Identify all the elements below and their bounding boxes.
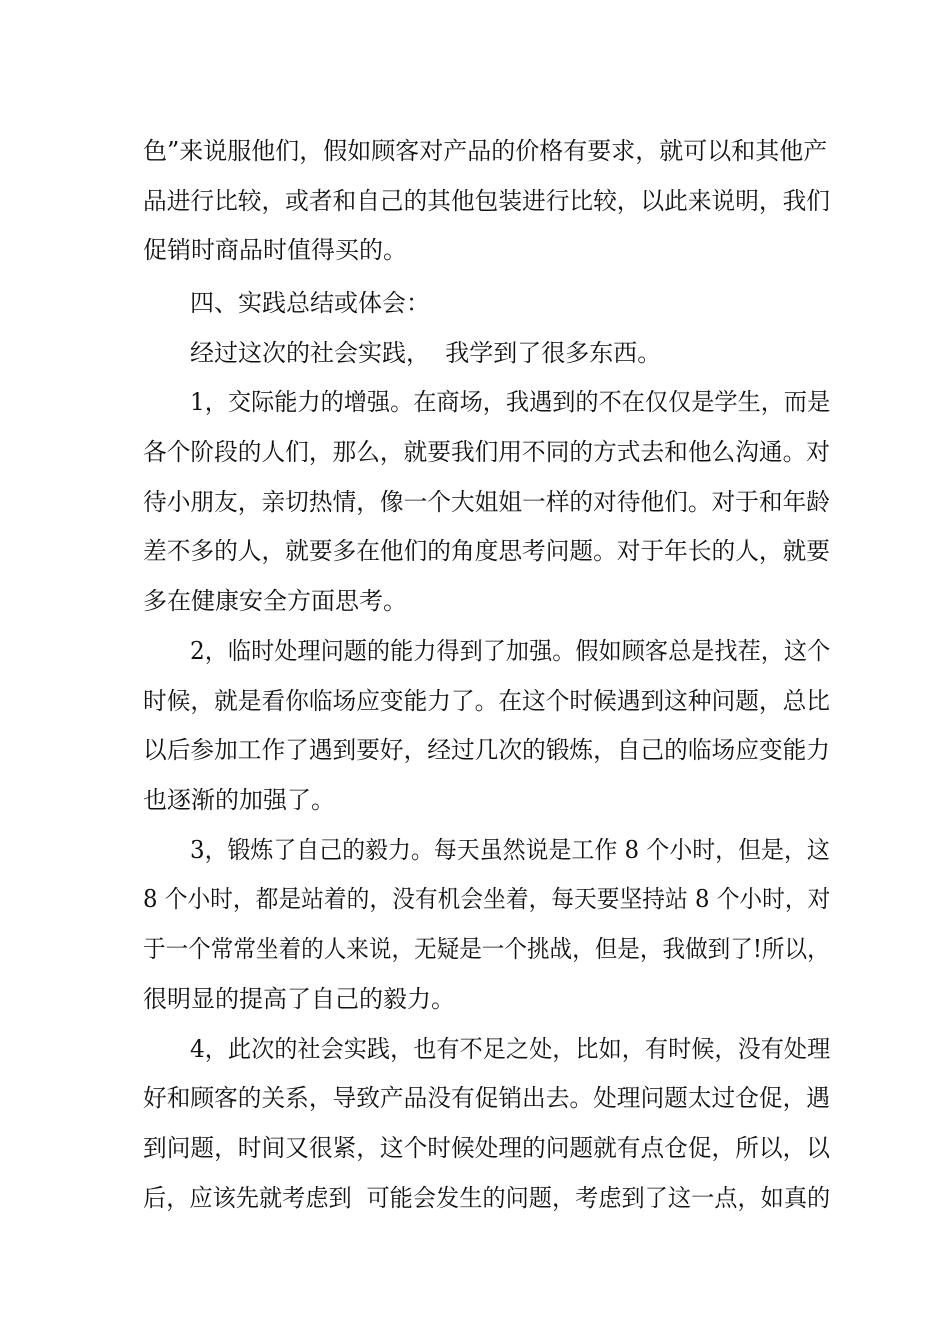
text-line: 4，此次的社会实践，也有不足之处，比如，有时候，没有处理 [190, 1035, 831, 1063]
text-line: 各个阶段的人们，那么，就要我们用不同的方式去和他么沟通。对 [143, 438, 830, 466]
text-line: 也逐渐的加强了。 [143, 786, 335, 814]
text-line: 经过这次的社会实践， 我学到了很多东西。 [190, 339, 662, 367]
text-line: 好和顾客的关系，导致产品没有促销出去。处理问题太过仓促，遇 [143, 1084, 830, 1112]
text-line: 差不多的人，就要多在他们的角度思考问题。对于年长的人，就要 [143, 537, 830, 565]
text-line: 促销时商品时值得买的。 [143, 236, 407, 264]
text-line: 时候，就是看你临场应变能力了。在这个时候遇到这种问题，总比 [143, 687, 830, 715]
text-line: 待小朋友，亲切热情，像一个大姐姐一样的对待他们。对于和年龄 [143, 488, 830, 516]
text-line: 色”来说服他们，假如顾客对产品的价格有要求，就可以和其他产 [143, 137, 828, 165]
text-line: 到问题，时间又很紧，这个时候处理的问题就有点仓促，所以，以 [143, 1134, 830, 1162]
text-line: 品进行比较，或者和自己的其他包装进行比较，以此来说明，我们 [143, 187, 830, 215]
section-heading: 四、实践总结或体会： [190, 289, 430, 317]
text-line: 2，临时处理问题的能力得到了加强。假如顾客总是找茬，这个 [190, 637, 831, 665]
text-line: 3，锻炼了自己的毅力。每天虽然说是工作 8 个小时，但是，这 [190, 836, 830, 864]
text-line: 多在健康安全方面思考。 [143, 587, 407, 615]
text-line: 很明显的提高了自己的毅力。 [143, 985, 455, 1013]
text-line: 以后参加工作了遇到要好，经过几次的锻炼，自己的临场应变能力 [143, 736, 830, 764]
text-line: 1，交际能力的增强。在商场，我遇到的不在仅仅是学生，而是 [190, 388, 831, 416]
text-line: 后，应该先就考虑到 可能会发生的问题，考虑到了这一点，如真的 [143, 1184, 831, 1212]
text-line: 8 个小时，都是站着的，没有机会坐着，每天要坚持站 8 个小时，对 [143, 885, 831, 913]
text-line: 于一个常常坐着的人来说，无疑是一个挑战，但是，我做到了!所以， [143, 935, 830, 963]
